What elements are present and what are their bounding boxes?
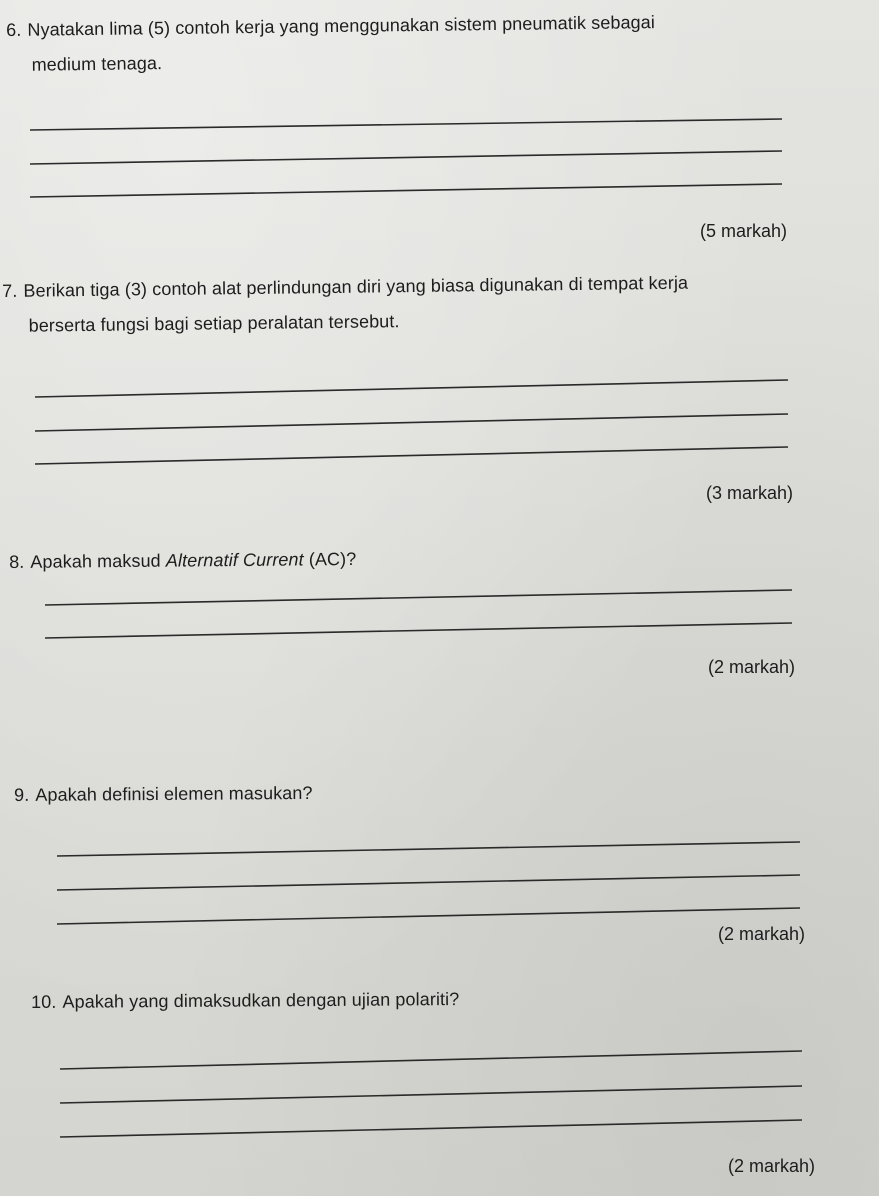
answer-line-q6-2 <box>30 151 782 164</box>
marks-q10: (2 markah) <box>728 1156 816 1176</box>
question-text: medium tenaga. <box>31 53 163 75</box>
marks-q6: (5 markah) <box>700 221 788 241</box>
question-number: 9. <box>14 784 30 805</box>
marks-q8: (2 markah) <box>708 657 796 677</box>
answer-line-q9-3 <box>57 908 800 924</box>
marks-q9: (2 markah) <box>718 924 806 944</box>
question-text-italic: Alternatif Current <box>165 549 304 571</box>
answer-line-q10-3 <box>60 1120 802 1137</box>
question-6 <box>6 5 656 83</box>
answer-line-q10-1 <box>60 1051 802 1069</box>
question-7 <box>2 266 689 345</box>
marks-q7: (3 markah) <box>706 483 794 503</box>
question-text: berserta fungsi bagi setiap peralatan tersebut. <box>28 311 400 336</box>
question-8 <box>9 542 356 580</box>
question-text: Berikan tiga (3) contoh alat perlindungan diri yang biasa digunakan di tempat kerja <box>23 272 689 301</box>
question-text: Nyatakan lima (5) contoh kerja yang menggunakan sistem pneumatik sebagai <box>27 12 656 40</box>
answer-line-q7-2 <box>35 414 788 431</box>
question-text: (AC)? <box>303 548 357 570</box>
question-9 <box>14 776 313 813</box>
answer-line-q8-2 <box>45 623 792 638</box>
answer-line-q7-1 <box>35 380 788 397</box>
question-number: 10. <box>31 991 57 1012</box>
question-number: 6. <box>6 19 22 40</box>
question-number: 7. <box>2 280 18 301</box>
answer-line-q8-1 <box>45 590 792 605</box>
question-number: 8. <box>9 551 25 572</box>
answer-line-q9-1 <box>57 842 800 856</box>
answer-line-q10-2 <box>60 1086 802 1103</box>
answer-line-q7-3 <box>35 447 788 464</box>
question-text: Apakah maksud <box>30 550 166 572</box>
answer-line-q9-2 <box>57 875 800 890</box>
question-text: Apakah definisi elemen masukan? <box>35 782 313 805</box>
question-10 <box>31 982 459 1020</box>
answer-line-q6-3 <box>30 184 782 197</box>
answer-line-q6-1 <box>30 119 782 130</box>
question-text: Apakah yang dimaksudkan dengan ujian polariti? <box>62 989 460 1012</box>
